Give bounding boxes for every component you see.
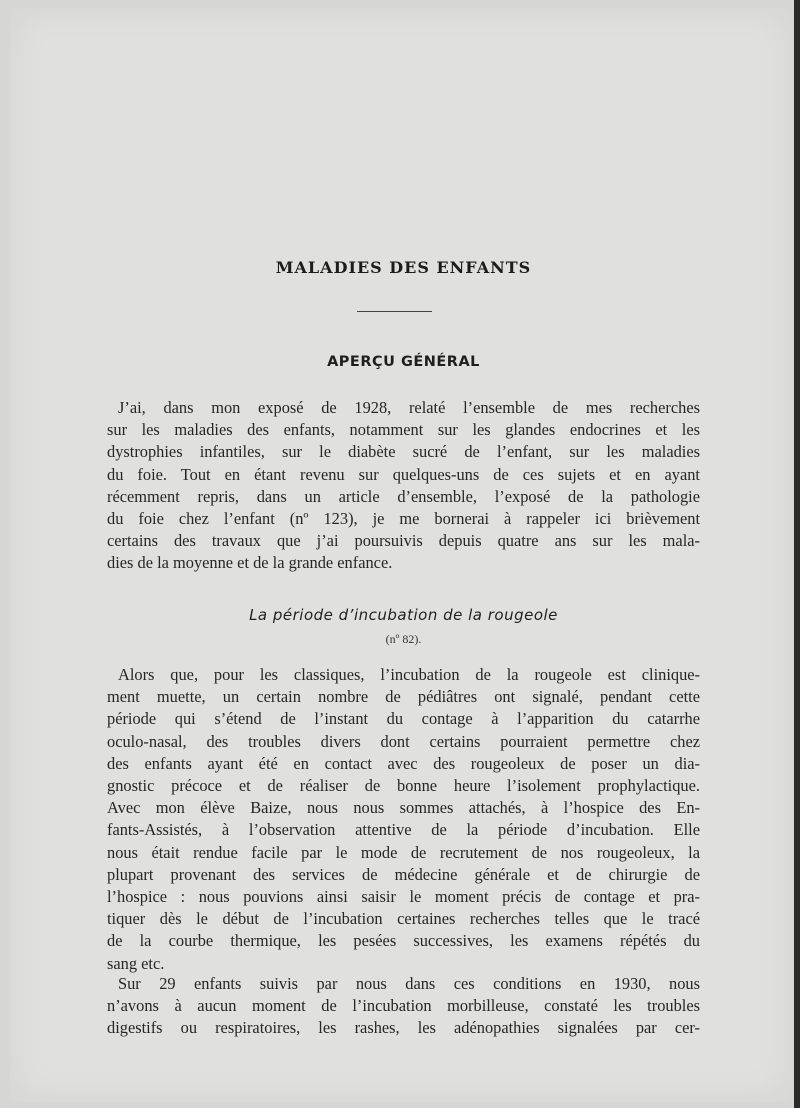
text-line: digestifs ou respiratoires, les rashes, les adénopathies signalées par cer- — [107, 1018, 700, 1038]
text-line: sur les maladies des enfants, notamment sur les glandes endocrines et les — [107, 420, 700, 440]
page-title: MALADIES DES ENFANTS — [275, 258, 532, 277]
paragraph-observations — [107, 973, 700, 1040]
section-heading: APERÇU GÉNÉRAL — [327, 354, 480, 370]
text-line: l’hospice : nous pouvions ainsi saisir le moment précis de contage et pra- — [107, 887, 700, 907]
scan-edge — [794, 0, 800, 1108]
text-line: dies de la moyenne et de la grande enfance. — [107, 553, 393, 573]
text-line: des enfants ayant été en contact avec des rougeoleux de poser un dia- — [107, 753, 700, 773]
text-line: dystrophies infantiles, sur le diabète sucré de l’enfant, sur les maladies — [107, 442, 700, 462]
title-divider — [357, 311, 432, 312]
text-line: J’ai, dans mon exposé de 1928, relaté l’ensemble de mes recherches — [118, 398, 700, 417]
text-line: tiquer dès le début de l’incubation certaines recherches telles que le tracé — [107, 909, 700, 929]
text-line: plupart provenant des services de médecine générale et de chirurgie de — [107, 864, 700, 884]
text-line: fants-Assistés, à l’observation attentive de la période d’incubation. Elle — [107, 820, 700, 840]
paragraph-incubation — [107, 664, 700, 975]
text-line: Alors que, pour les classiques, l’incubation de la rougeole est clinique- — [118, 665, 700, 684]
text-line: gnostic précoce et de réaliser de bonne heure l’isolement prophylactique. — [107, 776, 700, 796]
text-line: période qui s’étend de l’instant du contage à l’apparition du catarrhe — [107, 709, 700, 729]
text-line: oculo-nasal, des troubles divers dont certains pourraient permettre chez — [107, 731, 700, 751]
text-line: de la courbe thermique, les pesées successives, les examens répétés du — [107, 931, 700, 951]
text-line: certains des travaux que j’ai poursuivis depuis quatre ans sur les mala- — [107, 531, 700, 551]
text-line: Avec mon élève Baize, nous nous sommes attachés, à l’hospice des En- — [107, 798, 700, 818]
text-line: ment muette, un certain nombre de pédiâtres ont signalé, pendant cette — [107, 687, 700, 707]
subsection-reference: (nº 82). — [385, 632, 422, 646]
text-line: récemment repris, dans un article d’ensemble, l’exposé de la pathologie — [107, 486, 700, 506]
text-line: nous était rendue facile par le mode de recrutement de nos rougeoleux, la — [107, 842, 700, 862]
text-line: n’avons à aucun moment de l’incubation morbilleuse, constaté les troubles — [107, 996, 700, 1016]
text-line: Sur 29 enfants suivis par nous dans ces conditions en 1930, nous — [118, 974, 700, 993]
paragraph-intro — [107, 397, 700, 575]
text-line: sang etc. — [107, 953, 165, 973]
text-line: du foie. Tout en étant revenu sur quelques-uns de ces sujets et en ayant — [107, 464, 700, 484]
text-line: du foie chez l’enfant (nº 123), je me bornerai à rappeler ici brièvement — [107, 509, 700, 529]
subsection-title: La période d’incubation de la rougeole — [249, 606, 558, 624]
